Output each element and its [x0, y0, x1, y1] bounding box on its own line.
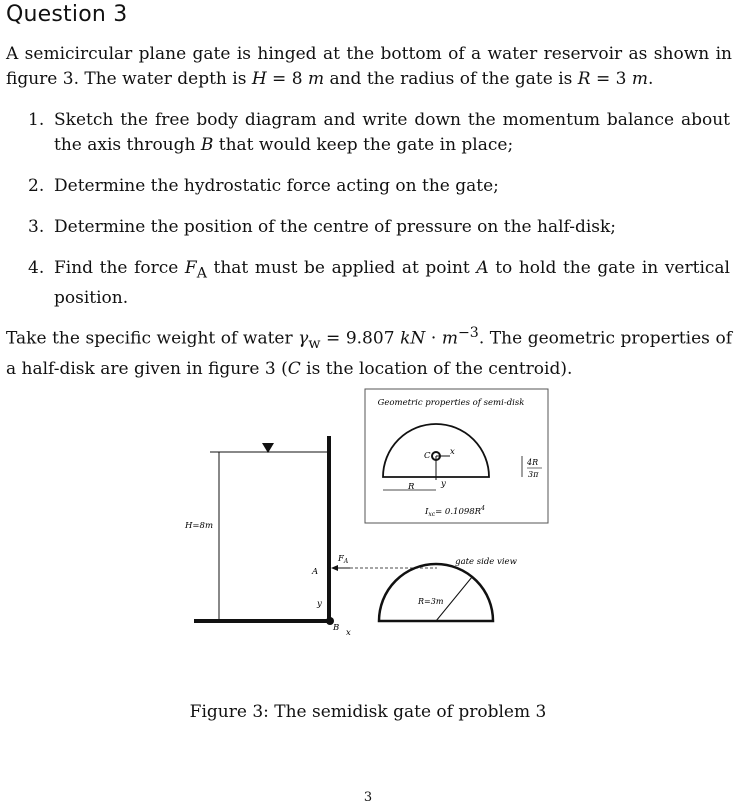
- task-number: 3.: [28, 217, 45, 237]
- radius-label: R: [408, 482, 415, 492]
- moment-of-inertia: $I_{xc}= 0.1098R^4$: [425, 505, 485, 518]
- gate-y-axis-label: y: [317, 599, 322, 609]
- task-item: 4. Find the force $F_A$ that must be applied at point A to hold the gate in vertical position.: [28, 258, 730, 309]
- properties-box: [365, 389, 548, 523]
- note-paragraph: Take the specific weight of water $\gamma_w = 9.807$ kN · $m^{-3}$. The geometric properties of a half-disk are given in figure 3 (C is the location of the centroid).: [6, 325, 732, 380]
- math-symbol: kN: [400, 328, 426, 349]
- properties-title: Geometric properties of semi-disk: [377, 398, 525, 408]
- task-item: 1. Sketch the free body diagram and write down the momentum balance about the axis through B that would keep the gate in place;: [28, 110, 730, 155]
- task-number: 4.: [28, 258, 45, 278]
- math-symbol: B: [200, 135, 214, 155]
- force-label: $F_A$: [338, 554, 349, 565]
- math-symbol: H: [251, 69, 267, 89]
- figure-caption: Figure 3: The semidisk gate of problem 3: [189, 702, 547, 722]
- gate-x-axis-label: x: [346, 628, 351, 638]
- force-arrow-head: [331, 565, 338, 571]
- point-a-label: A: [312, 567, 319, 577]
- gate-semicircle: [379, 564, 493, 621]
- figure-3: [0, 380, 736, 680]
- centroid-label: C: [424, 451, 431, 461]
- task-number: 1.: [28, 110, 45, 130]
- intro-paragraph: A semicircular plane gate is hinged at the bottom of a water reservoir as shown in figure 3. The water depth is H = 8 m and the radius of the gate is R = 3 m.: [6, 44, 732, 89]
- task-number: 2.: [28, 176, 45, 196]
- math-superscript: −3: [457, 325, 479, 341]
- math-symbol: m: [631, 69, 649, 89]
- question-heading: Question 3: [6, 2, 128, 27]
- depth-label: H=8m: [185, 521, 214, 531]
- math-subscript: w: [308, 336, 321, 353]
- math-symbol: A: [476, 258, 489, 278]
- side-view-label: gate side view: [455, 557, 517, 567]
- math-symbol: F: [184, 258, 197, 278]
- gate-radius-label: R=3m: [418, 597, 444, 606]
- task-list: [0, 108, 730, 327]
- fraction-denominator: 3π: [528, 470, 539, 479]
- task-item: 2. Determine the hydrostatic force acting on the gate;: [0, 174, 730, 199]
- math-symbol: C: [287, 359, 301, 380]
- task-item: 3. Determine the position of the centre of pressure on the half-disk;: [0, 215, 730, 240]
- math-symbol: m: [307, 69, 325, 89]
- point-b-label: B: [333, 623, 340, 633]
- fraction-numerator: 4R: [527, 458, 539, 467]
- math-symbol: m: [441, 328, 458, 349]
- page-number: 3: [363, 790, 373, 805]
- math-symbol: R: [577, 69, 591, 89]
- math-subscript: A: [196, 265, 207, 282]
- y-axis-label: y: [441, 479, 446, 489]
- x-axis-label: x: [450, 447, 455, 457]
- math-symbol: γ: [298, 328, 309, 349]
